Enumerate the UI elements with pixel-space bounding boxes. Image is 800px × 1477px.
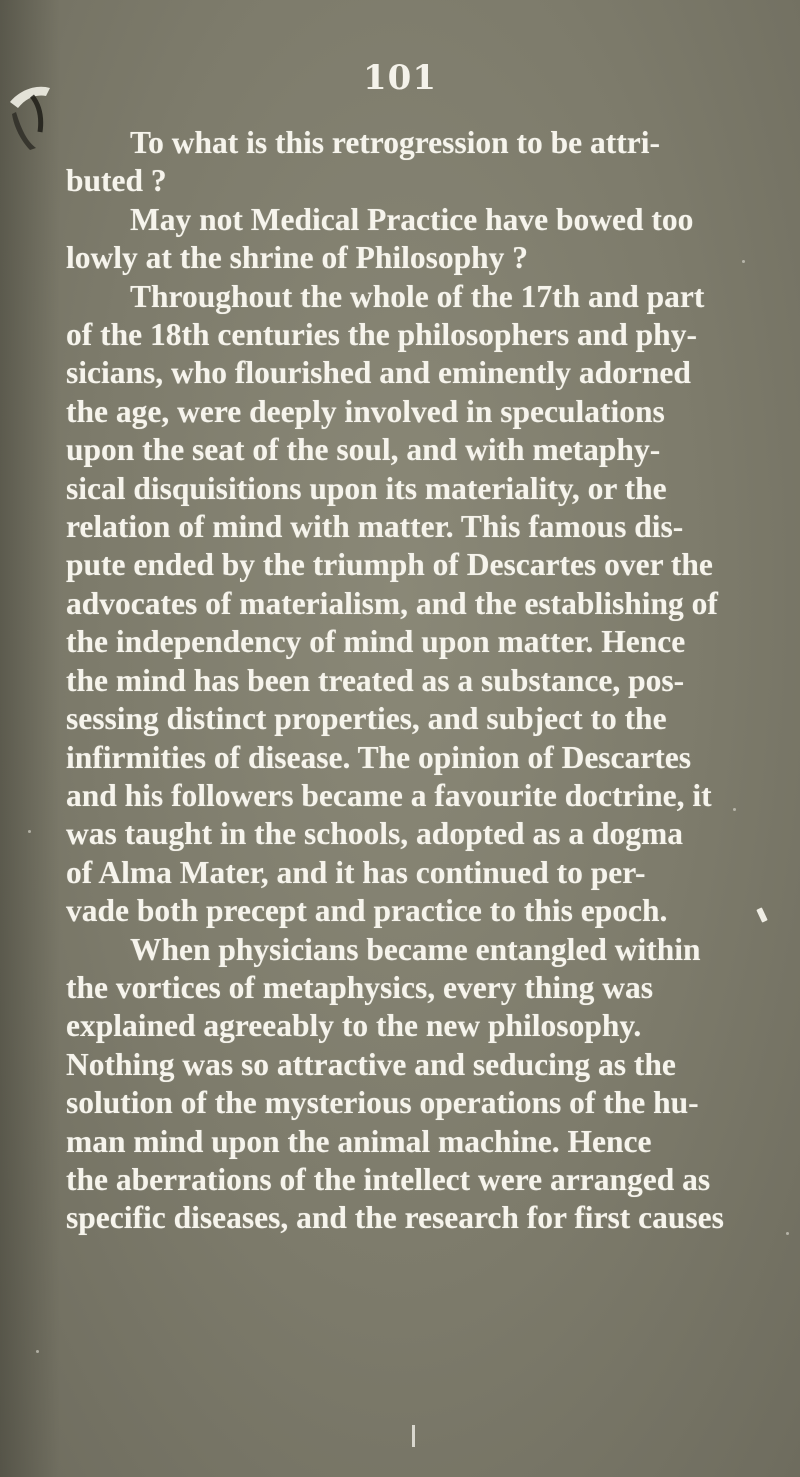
text-line: and his followers became a favourite doctrine, it	[66, 777, 712, 813]
text-line: was taught in the schools, adopted as a dogma	[66, 816, 683, 852]
text-line: sical disquisitions upon its materiality, or the	[66, 470, 667, 506]
text-line: pute ended by the triumph of Descartes over the	[66, 547, 713, 583]
text-line: explained agreeably to the new philosophy.	[66, 1008, 642, 1044]
text-line: the independency of mind upon matter. Hence	[66, 624, 686, 660]
text-line: of Alma Mater, and it has continued to per-	[66, 854, 646, 890]
text-line: the aberrations of the intellect were arranged as	[66, 1161, 711, 1197]
text-line: lowly at the shrine of Philosophy ?	[66, 240, 529, 276]
paper-speck	[36, 1350, 39, 1353]
text-line: the mind has been treated as a substance, pos-	[66, 662, 685, 698]
text-line: solution of the mysterious operations of the hu-	[66, 1085, 699, 1121]
text-line: Throughout the whole of the 17th and part	[130, 278, 705, 314]
text-line: infirmities of disease. The opinion of Descartes	[66, 739, 692, 775]
text-line: the age, were deeply involved in speculations	[66, 393, 665, 429]
text-line: When physicians became entangled within	[130, 931, 701, 967]
paper-speck	[28, 830, 31, 833]
page-number: 101	[363, 58, 437, 98]
text-line: relation of mind with matter. This famous dis-	[66, 509, 684, 545]
text-line: Nothing was so attractive and seducing as the	[66, 1046, 676, 1082]
text-line: the vortices of metaphysics, every thing was	[66, 969, 654, 1005]
text-line: specific diseases, and the research for first causes	[66, 1200, 724, 1236]
paper-speck	[733, 808, 736, 811]
bottom-margin-mark	[412, 1425, 415, 1447]
text-line: sicians, who flourished and eminently adorned	[66, 355, 691, 391]
paper-speck	[786, 1232, 789, 1235]
text-line: advocates of materialism, and the establishing of	[66, 585, 718, 621]
margin-mark	[756, 907, 767, 922]
body-text	[66, 124, 726, 1238]
text-line: upon the seat of the soul, and with metaphy-	[66, 432, 661, 468]
text-line: vade both precept and practice to this epoch.	[66, 893, 668, 929]
text-line: man mind upon the animal machine. Hence	[66, 1123, 652, 1159]
paper-speck	[742, 260, 745, 263]
binding-shadow	[0, 0, 60, 1477]
text-line: To what is this retrogression to be attri-	[130, 125, 660, 160]
text-line: of the 18th centuries the philosophers and phy-	[66, 317, 697, 353]
text-line: May not Medical Practice have bowed too	[130, 201, 694, 237]
text-line: buted ?	[66, 163, 167, 199]
text-line: sessing distinct properties, and subject to the	[66, 701, 667, 737]
